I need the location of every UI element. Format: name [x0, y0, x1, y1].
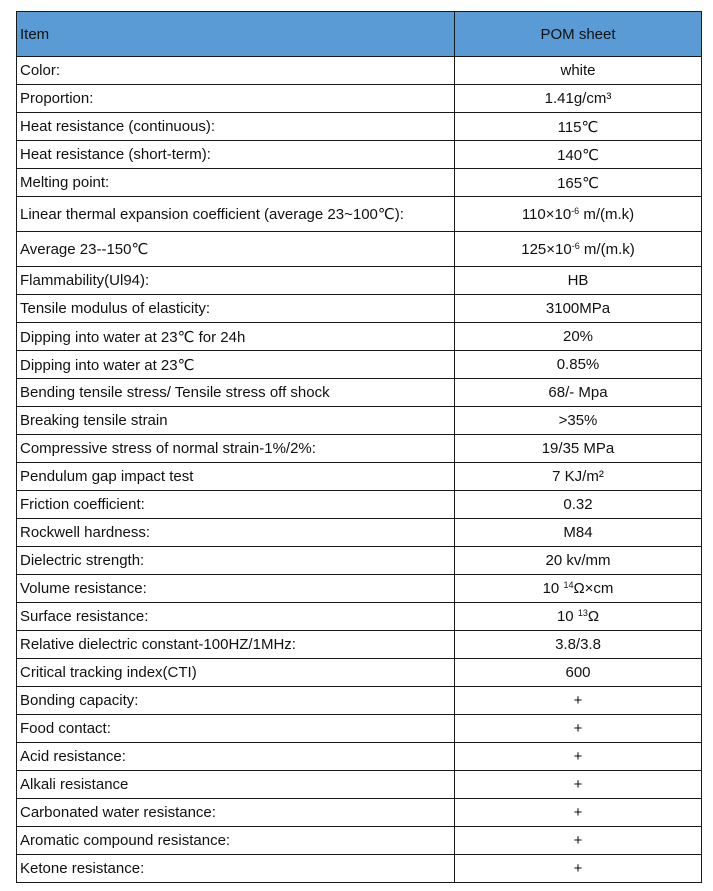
- property-value: +: [455, 771, 702, 799]
- property-name: Tensile modulus of elasticity:: [17, 295, 455, 323]
- property-name: Compressive stress of normal strain-1%/2%:: [17, 435, 455, 463]
- value-exponent: 13: [577, 608, 588, 618]
- table-row: [17, 323, 702, 351]
- property-value: HB: [455, 267, 702, 295]
- table-row: [17, 379, 702, 407]
- table-row: [17, 232, 702, 267]
- value-unit: Ω: [587, 608, 600, 625]
- property-value: +: [455, 687, 702, 715]
- table-row: [17, 631, 702, 659]
- value-unit: Ω×cm: [573, 580, 614, 597]
- table-row: [17, 57, 702, 85]
- table-row: [17, 351, 702, 379]
- property-value: white: [455, 57, 702, 85]
- property-name: Relative dielectric constant-100HZ/1MHz:: [17, 631, 455, 659]
- property-value: 20 kv/mm: [455, 547, 702, 575]
- value-exponent: -6: [571, 205, 580, 216]
- property-value: 7 KJ/m²: [455, 463, 702, 491]
- property-value: [455, 197, 702, 232]
- value-base: 125×10: [521, 240, 572, 258]
- property-name: Dipping into water at 23℃ for 24h: [17, 323, 455, 351]
- table-row: [17, 85, 702, 113]
- table-row: [17, 547, 702, 575]
- value-unit: m/(m.k): [579, 205, 635, 223]
- table-row: [17, 407, 702, 435]
- table-row: [17, 603, 702, 631]
- property-name: Critical tracking index(CTI): [17, 659, 455, 687]
- property-name: Alkali resistance: [17, 771, 455, 799]
- property-name: Bending tensile stress/ Tensile stress off shock: [17, 379, 455, 407]
- table-row: [17, 659, 702, 687]
- property-name: Friction coefficient:: [17, 491, 455, 519]
- property-value: 140℃: [455, 141, 702, 169]
- table-row: [17, 295, 702, 323]
- property-value: +: [455, 743, 702, 771]
- property-name: Dipping into water at 23℃: [17, 351, 455, 379]
- table-row: [17, 169, 702, 197]
- property-name: Carbonated water resistance:: [17, 799, 455, 827]
- pom-sheet-spec-table: [16, 11, 702, 883]
- header-item: Item: [17, 12, 455, 57]
- value-base: 10: [542, 580, 564, 597]
- table-row: [17, 519, 702, 547]
- table-row: [17, 827, 702, 855]
- property-name: Heat resistance (short-term):: [17, 141, 455, 169]
- property-value: +: [455, 827, 702, 855]
- property-name: Heat resistance (continuous):: [17, 113, 455, 141]
- property-value: M84: [455, 519, 702, 547]
- table-row: [17, 267, 702, 295]
- property-name: Melting point:: [17, 169, 455, 197]
- property-name: Acid resistance:: [17, 743, 455, 771]
- table-row: [17, 463, 702, 491]
- property-name: Breaking tensile strain: [17, 407, 455, 435]
- property-value: >35%: [455, 407, 702, 435]
- property-value: 0.32: [455, 491, 702, 519]
- property-name: Color:: [17, 57, 455, 85]
- property-value: +: [455, 855, 702, 883]
- property-name: Proportion:: [17, 85, 455, 113]
- property-name: Ketone resistance:: [17, 855, 455, 883]
- property-value: 115℃: [455, 113, 702, 141]
- table-header-row: [17, 12, 702, 57]
- property-value: 1.41g/cm³: [455, 85, 702, 113]
- property-name: Bonding capacity:: [17, 687, 455, 715]
- property-value: +: [455, 715, 702, 743]
- property-name: Rockwell hardness:: [17, 519, 455, 547]
- property-value: 3.8/3.8: [455, 631, 702, 659]
- table-row: [17, 855, 702, 883]
- property-value: 600: [455, 659, 702, 687]
- property-name: Dielectric strength:: [17, 547, 455, 575]
- property-name: Aromatic compound resistance:: [17, 827, 455, 855]
- table-row: [17, 141, 702, 169]
- property-name: Surface resistance:: [17, 603, 455, 631]
- property-name: Pendulum gap impact test: [17, 463, 455, 491]
- property-value: 165℃: [455, 169, 702, 197]
- property-value: 3100MPa: [455, 295, 702, 323]
- property-name: Volume resistance:: [17, 575, 455, 603]
- table-row: [17, 799, 702, 827]
- table-row: [17, 575, 702, 603]
- property-value: 19/35 MPa: [455, 435, 702, 463]
- value-exponent: -6: [571, 240, 580, 251]
- value-exponent: 14: [563, 580, 574, 590]
- table-row: [17, 197, 702, 232]
- property-name: Flammability(Ul94):: [17, 267, 455, 295]
- table-row: [17, 743, 702, 771]
- value-base: 10: [556, 608, 578, 625]
- property-name: Average 23--150℃: [17, 232, 455, 267]
- property-name: Food contact:: [17, 715, 455, 743]
- table-row: [17, 113, 702, 141]
- value-unit: m/(m.k): [579, 240, 635, 258]
- property-value: 20%: [455, 323, 702, 351]
- table-row: [17, 771, 702, 799]
- property-value: +: [455, 799, 702, 827]
- property-value: [455, 575, 702, 603]
- table-row: [17, 491, 702, 519]
- table-row: [17, 715, 702, 743]
- table-body: [17, 57, 702, 883]
- table-row: [17, 435, 702, 463]
- table-row: [17, 687, 702, 715]
- property-name: Linear thermal expansion coefficient (average 23~100℃):: [17, 197, 455, 232]
- property-value: 0.85%: [455, 351, 702, 379]
- header-pom-sheet: POM sheet: [455, 12, 702, 57]
- property-value: [455, 232, 702, 267]
- value-base: 110×10: [521, 205, 572, 223]
- property-value: [455, 603, 702, 631]
- property-value: 68/- Mpa: [455, 379, 702, 407]
